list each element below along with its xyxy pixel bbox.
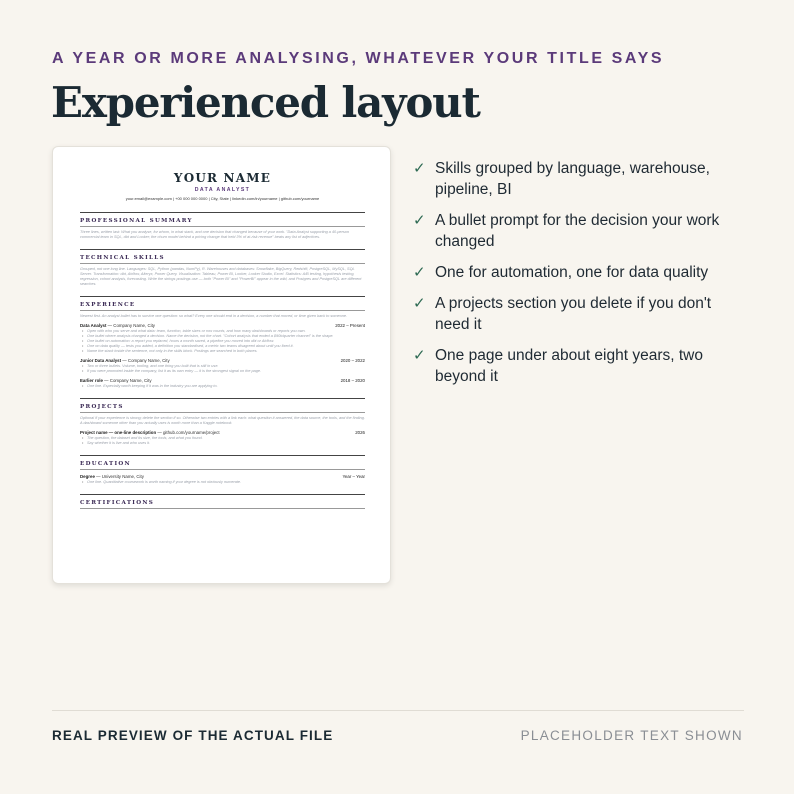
list-item: • Two or three bullets. Volume, tooling, and one thing you built that is still in use. xyxy=(87,364,365,369)
job-entry: Data Analyst — Company Name, City 2022 – Present xyxy=(80,323,365,328)
job-dates: 2020 – 2022 xyxy=(340,358,365,363)
job-dates: 2018 – 2020 xyxy=(340,378,365,383)
checklist-text: One page under about eight years, two beyond it xyxy=(435,347,703,385)
eyebrow: A YEAR OR MORE ANALYSING, WHATEVER YOUR TITLE SAYS xyxy=(52,50,665,67)
project-name: Project name — one-line description xyxy=(80,430,157,435)
job-bullets xyxy=(80,329,365,354)
list-item: • One line. Especially worth keeping if it was in the industry you are applying to. xyxy=(87,384,365,389)
school: University Name, City xyxy=(101,474,144,479)
resume-document xyxy=(80,171,365,509)
skills-heading: TECHNICAL SKILLS xyxy=(80,249,365,264)
checklist-text: One for automation, one for data quality xyxy=(435,264,709,281)
checklist-text: A projects section you delete if you don't need it xyxy=(435,295,712,333)
list-item: • Say whether it is live and who uses it. xyxy=(87,441,365,446)
education-heading: EDUCATION xyxy=(80,455,365,470)
footer-left-caption: REAL PREVIEW OF THE ACTUAL FILE xyxy=(52,728,334,743)
list-item: • Open with who you serve and what data: team, function, table sizes or row counts, and how many dashboards or reports you own. xyxy=(87,329,365,334)
list-item xyxy=(413,210,743,252)
job-entry: Junior Data Analyst — Company Name, City 2020 – 2022 xyxy=(80,358,365,363)
list-item: • One bullet where analysis changed a decision. Name the decision, not the chart. "Cohort analysis that ended a $90k/quarter channel" is the shape. xyxy=(87,334,365,339)
list-item xyxy=(413,262,743,283)
check-icon: ✓ xyxy=(413,347,426,364)
list-item: • One line. Quantitative coursework is worth naming if your degree is not obviously numerate. xyxy=(87,480,365,485)
job-company: Company Name, City xyxy=(109,378,152,383)
job-bullets xyxy=(80,384,365,389)
list-item: • If you were promoted inside the company, list it as its own entry — it is the strongest signal on the page. xyxy=(87,369,365,374)
checklist-text: Skills grouped by language, warehouse, pipeline, BI xyxy=(435,160,710,198)
list-item xyxy=(413,345,743,387)
job-company: Company Name, City xyxy=(113,323,156,328)
list-item: • One bullet on automation: a report you replaced, hours a month saved, a pipeline you moved into dbt or Airflow. xyxy=(87,339,365,344)
list-item xyxy=(413,293,743,335)
education-dates: Year – Year xyxy=(342,474,365,479)
list-item xyxy=(413,158,743,200)
resume-preview-card xyxy=(52,146,391,584)
project-bullets xyxy=(80,436,365,446)
project-entry: Project name — one-line description — github.com/yourname/project 2026 xyxy=(80,430,365,435)
project-link: github.com/yourname/project xyxy=(162,430,220,435)
projects-intro: Optional if your experience is strong; delete the section if so. Otherwise two entries with a link each: what question it answered, the data source, the tools, and the finding. A dashboard someone other than you actually uses is worth more than a Kaggle notebook. xyxy=(80,416,365,425)
summary-text: Three lines, written last: What you analyse, for whom, in what stack, and one decision that changed because of your work. "Data Analyst supporting a 40-person commercial team in SQL, dbt and Looker; the churn model behind a pricing change that held 3% of at-risk revenue" beats any list of adjectives. xyxy=(80,230,350,239)
check-icon: ✓ xyxy=(413,160,426,177)
education-entry: Degree — University Name, City Year – Year xyxy=(80,474,365,479)
job-role: Junior Data Analyst xyxy=(80,358,122,363)
education-bullets xyxy=(80,480,365,485)
skills-text: Grouped, not one long line. Languages: SQL, Python (pandas, NumPy), R. Warehouses and databases: Snowflake, BigQuery, Redshift, PostgreSQL, MySQL, SQL Server. Transformation: dbt, Airflow, Alteryx, Power Query. Visualisation: Tableau, Power BI, Looker, Looker Studio, Excel. Statistics: A/B testing, hypothesis testing, regression, cohort analysis, forecasting. Write the strings postings use — both "Power BI" and "PowerBI" appear in the wild, and Postgres and PostgreSQL are different searches. xyxy=(80,267,362,286)
experience-heading: EXPERIENCE xyxy=(80,296,365,311)
certifications-heading: CERTIFICATIONS xyxy=(80,494,365,509)
job-bullets xyxy=(80,364,365,374)
projects-heading: PROJECTS xyxy=(80,398,365,413)
footer-divider xyxy=(52,710,744,711)
job-role: Earlier role xyxy=(80,378,103,383)
page-title: Experienced layout xyxy=(51,78,480,127)
footer-right-caption: PLACEHOLDER TEXT SHOWN xyxy=(520,728,743,743)
list-item: • Name the stack inside the sentence, not only in the skills block. Postings are searched in both places. xyxy=(87,349,365,354)
resume-name: YOUR NAME xyxy=(173,171,272,185)
job-company: Company Name, City xyxy=(127,358,170,363)
feature-checklist xyxy=(413,158,743,397)
checklist-text: A bullet prompt for the decision your work changed xyxy=(435,212,720,250)
job-role: Data Analyst xyxy=(80,323,107,328)
resume-contact: your.email@example.com | +00 000 000 0000 | City, State | linkedin.com/in/yourname | github.com/yourname xyxy=(125,196,320,201)
check-icon: ✓ xyxy=(413,295,426,312)
check-icon: ✓ xyxy=(413,264,426,281)
summary-heading: PROFESSIONAL SUMMARY xyxy=(80,212,365,227)
job-entry: Earlier role — Company Name, City 2018 – 2020 xyxy=(80,378,365,383)
project-year: 2026 xyxy=(355,430,365,435)
job-dates: 2022 – Present xyxy=(335,323,365,328)
check-icon: ✓ xyxy=(413,212,426,229)
experience-intro: Newest first. An analyst bullet has to survive one question: so what? Every one should end in a decision, a number that moved, or time given back to someone. xyxy=(80,314,348,318)
list-item: • One on data quality — tests you added, a definition you standardised, a metric two teams disagreed about until you fixed it. xyxy=(87,344,365,349)
list-item: • The question, the dataset and its size, the tools, and what you found. xyxy=(87,436,365,441)
resume-title: DATA ANALYST xyxy=(194,187,251,193)
degree: Degree xyxy=(80,474,95,479)
